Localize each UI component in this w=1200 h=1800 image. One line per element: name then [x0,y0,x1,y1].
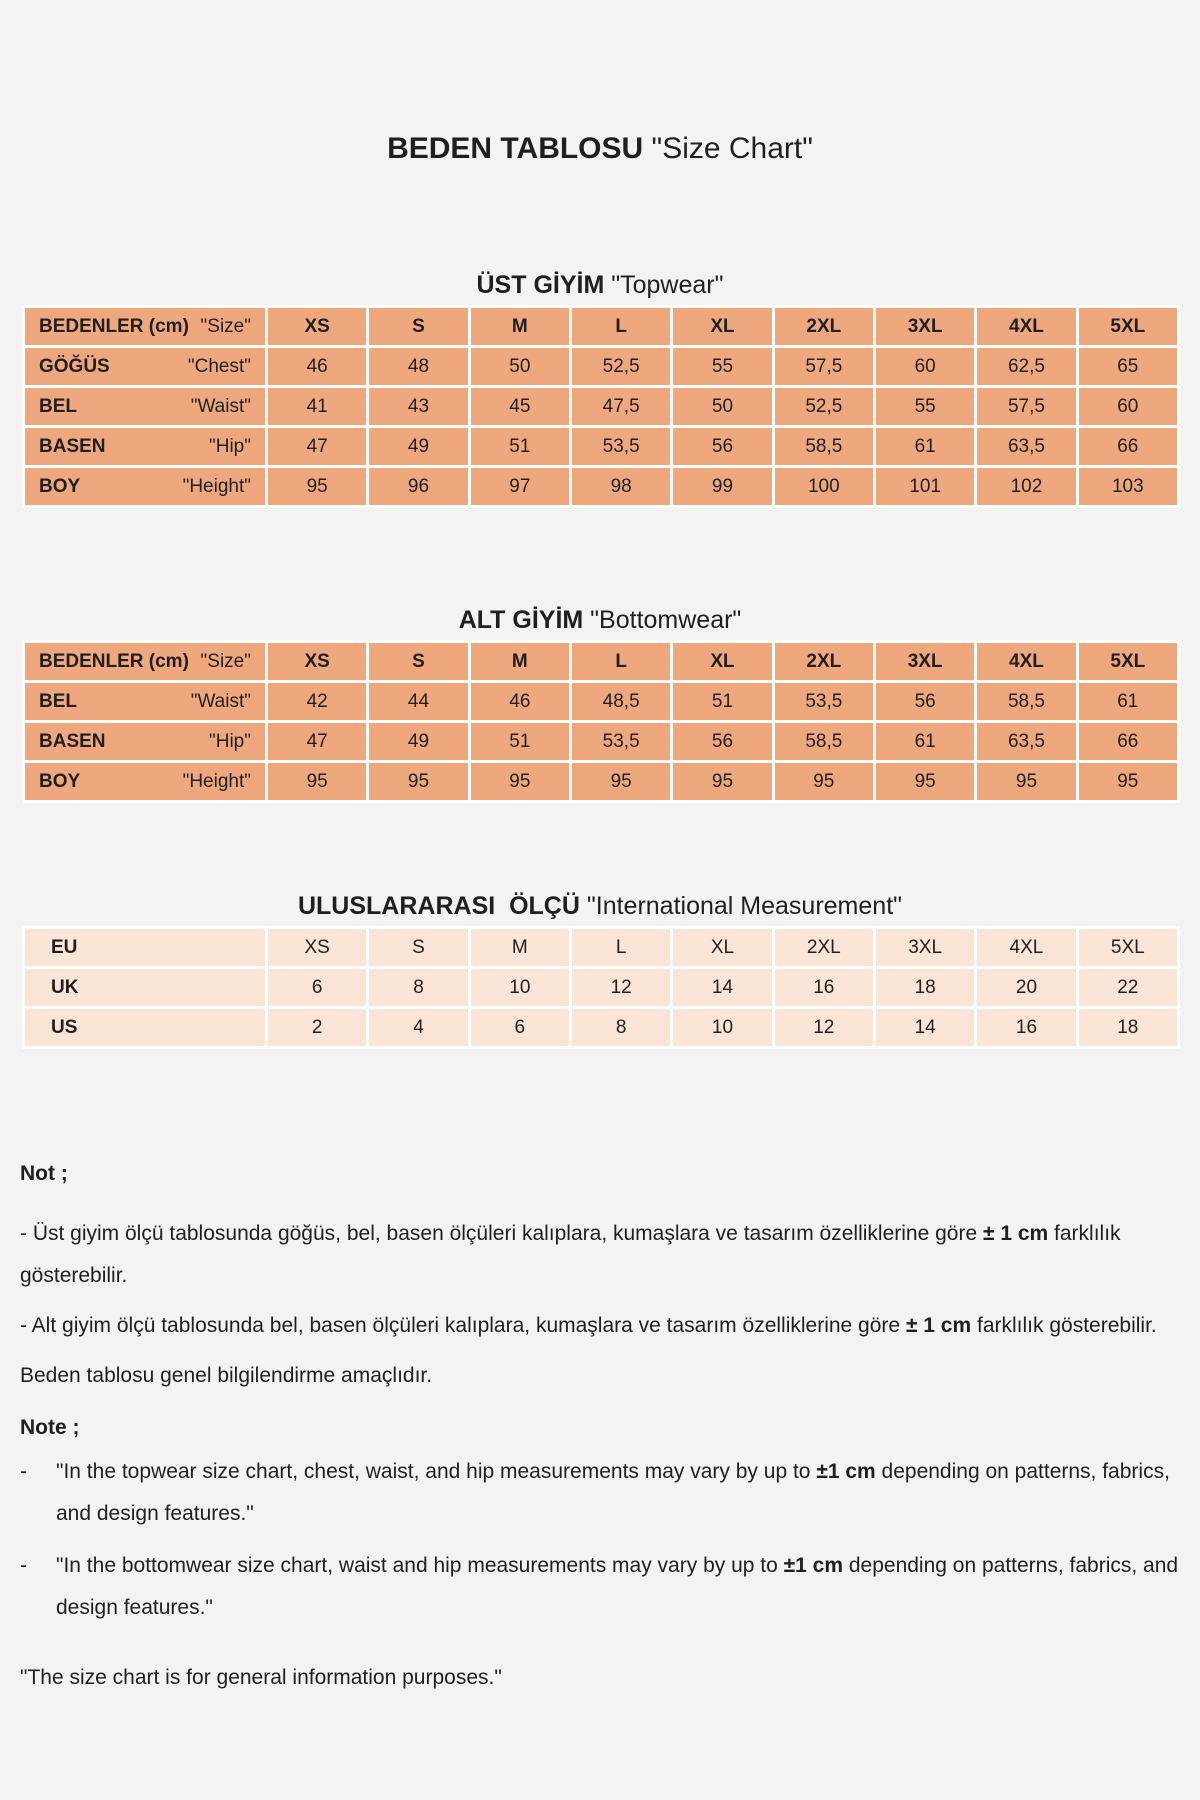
note-en-bottomwear-body [56,1545,1180,1629]
note-en-topwear-tail: depending on patterns, fabrics, and design features." [56,1460,1170,1525]
value-cell: 18 [1077,1008,1178,1048]
value-cell: 57,5 [773,347,874,387]
note-en-bottomwear [20,1545,1180,1629]
note-tr-bottomwear [20,1305,1180,1347]
value-cell: 95 [976,762,1077,802]
note-tr-topwear-tolerance: ± 1 cm [982,1222,1049,1245]
value-cell: 4XL [976,928,1077,968]
size-header-cell: 3XL [874,307,975,347]
page-title-quote: "Size Chart" [651,132,813,165]
value-cell: 95 [773,762,874,802]
value-cell: 8 [368,968,469,1008]
value-cell: 4 [368,1008,469,1048]
size-header-cell: XS [267,307,368,347]
row-label: BASEN [39,730,106,752]
value-cell: 61 [874,427,975,467]
row-label-cell [24,928,267,968]
value-cell: 16 [976,1008,1077,1048]
value-cell: 58,5 [773,427,874,467]
size-header-cell: 5XL [1077,307,1178,347]
section-heading-bottomwear [0,605,1200,635]
value-cell: 43 [368,387,469,427]
value-cell: 8 [570,1008,671,1048]
row-label: BEL [39,690,77,712]
section-heading-topwear-main: ÜST GİYİM [476,271,605,299]
value-cell: 14 [874,1008,975,1048]
row-label-translation: "Hip" [209,730,251,752]
note-tr-bottomwear-tail: farklılık gösterebilir. [971,1314,1157,1337]
note-tr-topwear-tail: farklılık gösterebilir. [20,1222,1121,1287]
note-tr-topwear-text: - Üst giyim ölçü tablosunda göğüs, bel, basen ölçüleri kalıplara, kumaşlara ve tasarım özelliklerine göre [20,1222,983,1245]
section-heading-topwear [0,270,1200,300]
value-cell: 41 [267,387,368,427]
table-row [24,682,1179,722]
value-cell: 47 [267,722,368,762]
size-header-cell: 3XL [874,642,975,682]
value-cell: 56 [672,722,773,762]
topwear-table [22,305,1180,508]
value-cell: XL [672,928,773,968]
note-en-bottomwear-text: "In the bottomwear size chart, waist and hip measurements may vary by up to [56,1554,784,1577]
value-cell: 63,5 [976,427,1077,467]
size-header-cell: 2XL [773,642,874,682]
value-cell: 3XL [874,928,975,968]
value-cell: 50 [469,347,570,387]
row-label: BASEN [39,435,106,457]
row-label-translation: "Waist" [190,395,251,417]
row-label-translation: "Size" [200,315,251,337]
size-header-cell: 4XL [976,307,1077,347]
value-cell: 2 [267,1008,368,1048]
row-label-translation: "Size" [200,650,251,672]
value-cell: 61 [874,722,975,762]
table-row [24,387,1179,427]
section-heading-international-main: ULUSLARARASI ÖLÇÜ [297,892,580,920]
row-label-cell [24,642,267,682]
note-en-bottomwear-tail: depending on patterns, fabrics, and design features." [56,1554,1179,1619]
value-cell: 18 [874,968,975,1008]
value-cell: 95 [570,762,671,802]
row-label-cell [24,968,267,1008]
value-cell: 56 [874,682,975,722]
value-cell: 20 [976,968,1077,1008]
value-cell: 96 [368,467,469,507]
value-cell: 97 [469,467,570,507]
section-heading-international-quote: "International Measurement" [586,892,903,920]
value-cell: 51 [672,682,773,722]
value-cell: 95 [1077,762,1178,802]
row-label-cell [24,307,267,347]
value-cell: 46 [267,347,368,387]
value-cell: 46 [469,682,570,722]
value-cell: 10 [672,1008,773,1048]
value-cell: 45 [469,387,570,427]
value-cell: 56 [672,427,773,467]
table-row [24,347,1179,387]
table-row [24,928,1179,968]
note-heading-tr: Not ; [20,1162,68,1185]
table-row [24,968,1179,1008]
size-header-cell: 4XL [976,642,1077,682]
value-cell: 98 [570,467,671,507]
size-header-cell: 5XL [1077,642,1178,682]
bottomwear-table [22,640,1180,803]
bullet-dash: - [20,1460,27,1483]
value-cell: 66 [1077,427,1178,467]
row-label: BEL [39,395,77,417]
row-label-cell [24,427,267,467]
value-cell: 58,5 [773,722,874,762]
value-cell: 48 [368,347,469,387]
value-cell: 63,5 [976,722,1077,762]
value-cell: 95 [874,762,975,802]
value-cell: 42 [267,682,368,722]
value-cell: 95 [267,762,368,802]
value-cell: 95 [267,467,368,507]
value-cell: 57,5 [976,387,1077,427]
note-en-bottomwear-tolerance: ±1 cm [783,1554,844,1577]
value-cell: 61 [1077,682,1178,722]
value-cell: 6 [469,1008,570,1048]
value-cell: 2XL [773,928,874,968]
value-cell: 49 [368,427,469,467]
value-cell: 55 [672,347,773,387]
value-cell: 53,5 [570,427,671,467]
size-header-cell: 2XL [773,307,874,347]
value-cell: 100 [773,467,874,507]
table-header-row [24,642,1179,682]
value-cell: 44 [368,682,469,722]
value-cell: S [368,928,469,968]
row-label-cell [24,467,267,507]
row-label: BEDENLER (cm) [39,650,189,672]
value-cell: 47,5 [570,387,671,427]
row-label: GÖĞÜS [39,355,110,377]
note-en-topwear-body [56,1451,1180,1535]
value-cell: 65 [1077,347,1178,387]
row-label-translation: "Waist" [190,690,251,712]
row-label: EU [51,936,78,958]
value-cell: 53,5 [570,722,671,762]
value-cell: 5XL [1077,928,1178,968]
table-row [24,722,1179,762]
table-row [24,427,1179,467]
row-label-cell [24,387,267,427]
page-title-main: BEDEN TABLOSU [387,132,644,165]
size-header-cell: XS [267,642,368,682]
page-title [0,0,1200,166]
size-header-cell: L [570,642,671,682]
row-label-translation: "Height" [182,475,251,497]
value-cell: 16 [773,968,874,1008]
value-cell: 60 [874,347,975,387]
row-label: US [51,1016,78,1038]
table-row [24,467,1179,507]
note-en-topwear [20,1451,1180,1535]
row-label: UK [51,976,79,998]
value-cell: 99 [672,467,773,507]
note-tr-footer: Beden tablosu genel bilgilendirme amaçlıdır. [20,1364,433,1387]
size-header-cell: XL [672,642,773,682]
size-header-cell: S [368,307,469,347]
row-label: BOY [39,475,81,497]
value-cell: 6 [267,968,368,1008]
value-cell: 10 [469,968,570,1008]
row-label-translation: "Height" [182,770,251,792]
row-label: BOY [39,770,81,792]
value-cell: 62,5 [976,347,1077,387]
value-cell: 14 [672,968,773,1008]
value-cell: 53,5 [773,682,874,722]
note-tr-bottomwear-tolerance: ± 1 cm [905,1314,972,1337]
value-cell: 47 [267,427,368,467]
table-row [24,762,1179,802]
value-cell: 55 [874,387,975,427]
value-cell: 52,5 [773,387,874,427]
note-tr-bottomwear-text: - Alt giyim ölçü tablosunda bel, basen ölçüleri kalıplara, kumaşlara ve tasarım özelliklerine göre [20,1314,906,1337]
note-heading-en: Note ; [20,1416,80,1439]
row-label-cell [24,762,267,802]
value-cell: 12 [570,968,671,1008]
row-label-translation: "Hip" [209,435,251,457]
notes-section [20,1153,1180,1699]
value-cell: 51 [469,722,570,762]
row-label-cell [24,682,267,722]
note-tr-topwear [20,1213,1180,1297]
value-cell: 48,5 [570,682,671,722]
international-table [22,926,1180,1049]
section-heading-bottomwear-main: ALT GİYİM [458,606,584,634]
row-label: BEDENLER (cm) [39,315,189,337]
row-label-cell [24,347,267,387]
size-header-cell: M [469,642,570,682]
table-header-row [24,307,1179,347]
table-row [24,1008,1179,1048]
value-cell: 52,5 [570,347,671,387]
row-label-cell [24,1008,267,1048]
value-cell: 66 [1077,722,1178,762]
size-header-cell: M [469,307,570,347]
value-cell: 51 [469,427,570,467]
section-heading-topwear-quote: "Topwear" [611,271,724,299]
note-en-topwear-text: "In the topwear size chart, chest, waist, and hip measurements may vary by up to [56,1460,817,1483]
value-cell: 12 [773,1008,874,1048]
bullet-dash: - [20,1554,27,1577]
value-cell: 50 [672,387,773,427]
value-cell: 58,5 [976,682,1077,722]
value-cell: 22 [1077,968,1178,1008]
size-header-cell: XL [672,307,773,347]
row-label-translation: "Chest" [187,355,251,377]
row-label-cell [24,722,267,762]
size-header-cell: L [570,307,671,347]
value-cell: 95 [469,762,570,802]
size-header-cell: S [368,642,469,682]
section-heading-international [0,891,1200,921]
value-cell: 102 [976,467,1077,507]
value-cell: 101 [874,467,975,507]
value-cell: 103 [1077,467,1178,507]
note-en-footer: "The size chart is for general information purposes." [20,1666,502,1689]
value-cell: 95 [672,762,773,802]
value-cell: 60 [1077,387,1178,427]
value-cell: XS [267,928,368,968]
value-cell: M [469,928,570,968]
section-heading-bottomwear-quote: "Bottomwear" [590,606,742,634]
value-cell: L [570,928,671,968]
value-cell: 49 [368,722,469,762]
value-cell: 95 [368,762,469,802]
note-en-topwear-tolerance: ±1 cm [816,1460,876,1483]
